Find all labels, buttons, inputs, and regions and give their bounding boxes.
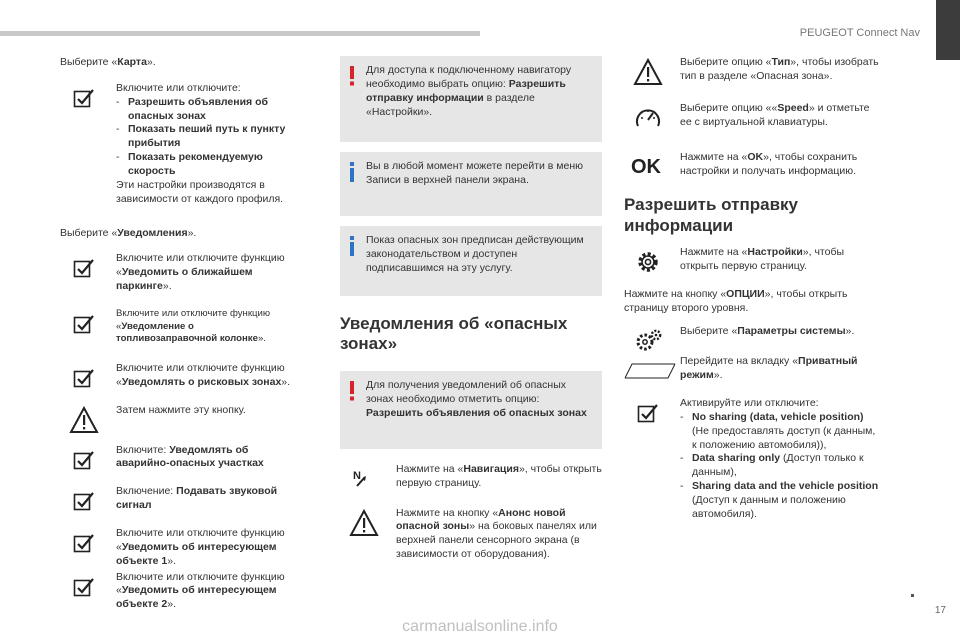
- column-1: [60, 56, 292, 612]
- checkbox-icon: [68, 573, 100, 601]
- gears-icon: [632, 327, 664, 355]
- info-icon: [349, 162, 355, 187]
- sound-signal-item: Включение: Подавать звуковой сигнал: [60, 485, 292, 513]
- announce-step: Нажмите на кнопку «Анонс новой опасной зоны» на боковых панелях или верхней панели сенсорного экрана (в зависимости от оборудования).: [340, 507, 602, 562]
- poi-1-item: Включите или отключите функцию «Уведомить об интересующем объекте 1».: [60, 527, 292, 569]
- list-item: - Показать пеший путь к пункту прибытия: [116, 123, 292, 151]
- exclamation-icon: [349, 381, 355, 406]
- type-step: Выберите опцию «Тип», чтобы изобрать тип в разделе «Опасная зона».: [624, 56, 880, 84]
- navigation-n-icon: [348, 465, 380, 493]
- intro-notifications: Выберите «Уведомления».: [60, 226, 197, 239]
- poi-2-item: Включите или отключите функцию «Уведомить об интересующем объекте 2».: [60, 571, 292, 613]
- bullet-dot: [911, 594, 914, 597]
- item-footer: Эти настройки производятся в зависимости от каждого профиля.: [116, 178, 284, 205]
- options-step: Нажмите на кнопку «ОПЦИИ», чтобы открыть страницу второго уровня.: [624, 287, 848, 314]
- exclamation-icon: [349, 66, 355, 91]
- intro-map: Выберите «Карта».: [60, 56, 156, 68]
- private-mode-step: Перейдите на вкладку «Приватный режим».: [624, 355, 880, 383]
- header-title: PEUGEOT Connect Nav: [799, 27, 920, 39]
- info-icon: [349, 236, 355, 261]
- ok-icon: OK: [631, 156, 661, 179]
- warning-triangle-icon: [68, 406, 100, 434]
- warning-triangle-icon: [348, 509, 380, 537]
- checkbox-icon: [68, 310, 100, 338]
- column-2: [340, 56, 602, 562]
- privacy-options-list: [680, 411, 880, 522]
- navigation-step: N Нажмите на «Навигация», чтобы открыть первую страницу.: [340, 463, 602, 491]
- list-item: - Data sharing only (Доступ только к данным),: [680, 452, 880, 480]
- checkbox-icon: [68, 84, 100, 112]
- privacy-options-item: Активируйте или отключите: - No sharing (data, vehicle position) (Не предоставлять доступ (к данным, к положению автомобиля)), - Data sharing only (Доступ только к данным), - Sharing data and the vehicle position (Доступ к данным и положению автомобиля).: [624, 397, 880, 522]
- settings-step: Нажмите на «Настройки», чтобы открыть первую страницу.: [624, 246, 880, 274]
- notify-risk-item: Включите или отключите функцию «Уведомлять о рисковых зонах».: [60, 362, 292, 390]
- map-options-item: [60, 82, 292, 207]
- page-number: 17: [934, 605, 946, 616]
- checkbox-icon: [68, 364, 100, 392]
- notify-fuel-item: Включите или отключите функцию «Уведомление о топливозаправочной колонке».: [60, 308, 292, 346]
- header-bar: [0, 31, 480, 36]
- list-item: - No sharing (data, vehicle position) (Не предоставлять доступ (к данным, к положению автомобиля)),: [680, 411, 880, 453]
- list-item: - Sharing data and the vehicle position (Доступ к данным и положению автомобиля).: [680, 480, 880, 522]
- column-3: [624, 56, 880, 522]
- system-settings-step: Выберите «Параметры системы».: [624, 325, 880, 339]
- item-line: Включите или отключите:: [116, 81, 241, 94]
- info-note: Вы в любой момент можете перейти в меню Записи в верхней панели экрана.: [340, 152, 602, 216]
- map-options-list: [116, 96, 292, 179]
- list-item: - Показать рекомендуемую скорость: [116, 151, 292, 179]
- speed-step: Выберите опцию ««Speed» и отметьте ее с виртуальной клавиатуры.: [624, 102, 880, 130]
- warning-triangle-icon: [632, 58, 664, 86]
- tab-icon: [624, 357, 676, 385]
- checkbox-icon: [68, 487, 100, 515]
- checkbox-icon: [68, 254, 100, 282]
- svg-text:N: N: [353, 469, 361, 482]
- checkbox-icon: [68, 446, 100, 474]
- warning-note: Для получения уведомлений об опасных зонах необходимо отметить опцию: Разрешить объявления об опасных зонах: [340, 371, 602, 449]
- watermark: carmanualsonline.info: [402, 618, 558, 635]
- press-button-item: Затем нажмите эту кнопку.: [60, 404, 292, 418]
- notify-accident-item: Включите: Уведомлять об аварийно-опасных участках: [60, 444, 292, 472]
- speedometer-icon: [632, 104, 664, 132]
- list-item: - Разрешить объявления об опасных зонах: [116, 96, 292, 124]
- chapter-tab: [936, 0, 960, 60]
- notify-parking-item: Включите или отключите функцию «Уведомить о ближайшем паркинге».: [60, 252, 292, 294]
- info-note: Показ опасных зон предписан действующим законодательством и доступен подписавшимся на эту услугу.: [340, 226, 602, 296]
- gear-icon: [632, 248, 664, 276]
- section-heading: Уведомления об «опасных зонах»: [340, 314, 568, 354]
- ok-step: OK Нажмите на «OK», чтобы сохранить настройки и получать информацию.: [624, 151, 880, 179]
- checkbox-icon: [68, 529, 100, 557]
- checkbox-icon: [632, 399, 664, 427]
- warning-note: Для доступа к подключенному навигатору необходимо выбрать опцию: Разрешить отправку информации в разделе «Настройки».: [340, 56, 602, 142]
- section-heading: Разрешить отправку информации: [624, 195, 798, 235]
